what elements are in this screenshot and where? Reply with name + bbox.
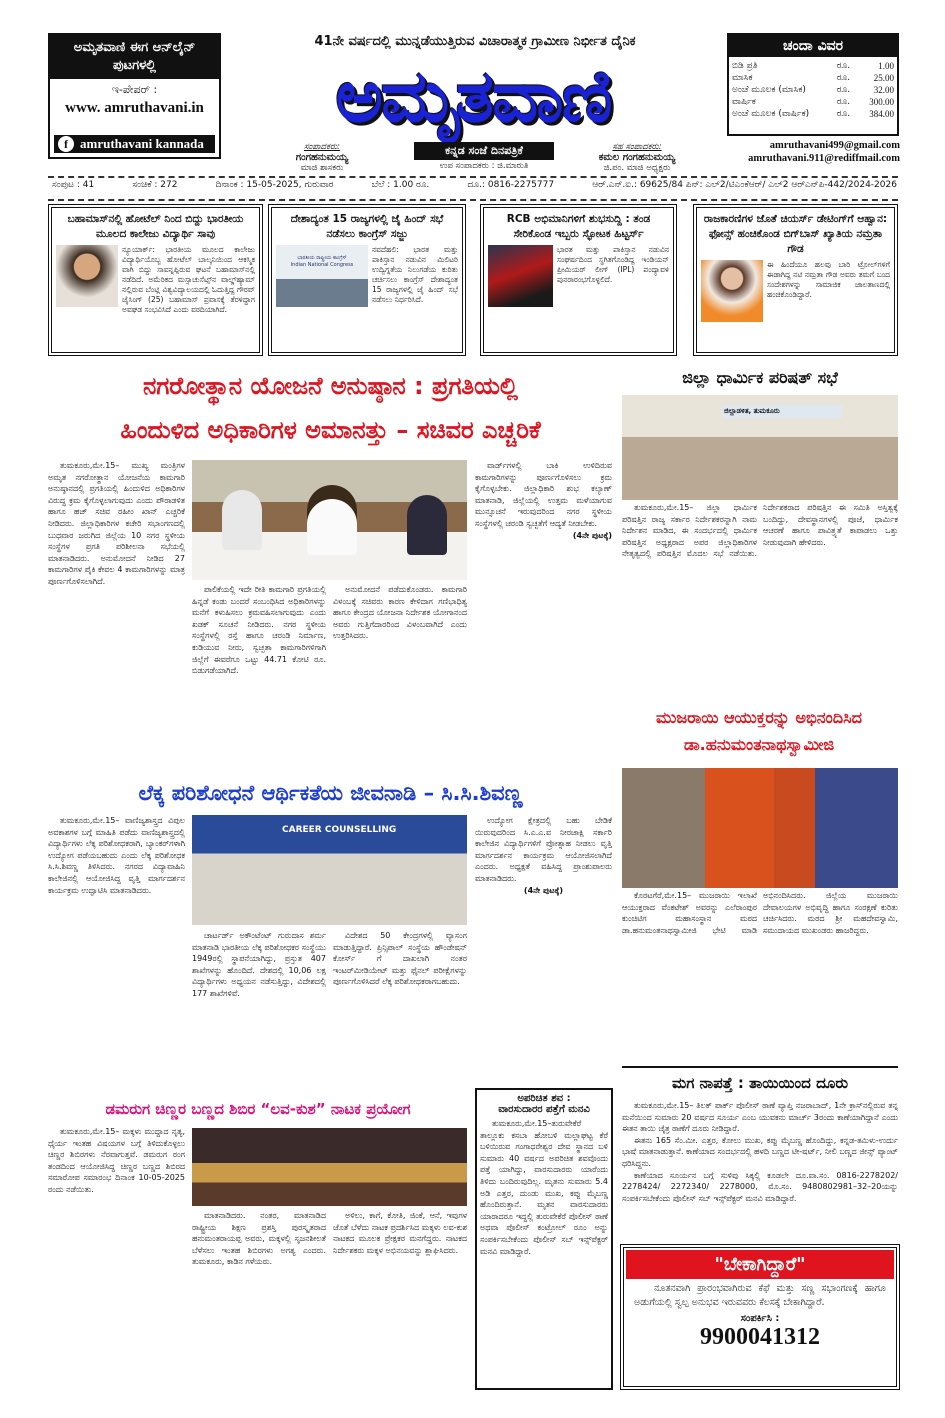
- paragraph: ವಾರ್ಡ್‌ಗಳಲ್ಲಿ ಬಾಕಿ ಉಳಿದಿರುವ ಕಾಮಗಾರಿಗಳನ್ನು ಪೂರ್ಣಗೊಳಿಸಲು ಕ್ರಮ ಕೈಗೊಳ್ಳಬೇಕು. ಜಿಲ್ಲಾಧಿಕಾರಿ ಶುಭ ಕಲ್ಯಾಣ್ ಮಾತನಾಡಿ, ಜಿಲ್ಲೆಯಲ್ಲಿ ಉತ್ತಮ ಮಳೆಯಾಗುವ ಮುನ್ಸೂಚನೆ ಇರುವುದರಿಂದ ನಗರ ಸ್ಥಳೀಯ ಸಂಸ್ಥೆಗಳಲ್ಲಿ ಚರಂಡಿ ಸ್ವಚ್ಛತೆಗೆ ಆದ್ಯತೆ ನೀಡಬೇಕು.: [475, 461, 612, 528]
- info-bar: [52, 180, 897, 191]
- divider: [48, 199, 898, 201]
- headline-line: ಡಾ.ಹನುಮಂತನಾಥಸ್ವಾಮೀಜಿ: [683, 735, 835, 754]
- editor-name: ಗಂಗಹನುಮಯ್ಯ: [295, 152, 349, 163]
- audit-column-3: [333, 930, 467, 1090]
- teaser-2[interactable]: [268, 204, 466, 356]
- teaser-body: ನವದೆಹಲಿ: ಭಾರತ ಮತ್ತು ಪಾಕಿಸ್ತಾನ ನಡುವಿನ ಮಿಲಿಟರಿ ಉದ್ವಿಗ್ನತೆಯ ನಿಲುಗಡೆಯ ಕುರಿತು ಚರ್ಚಿಸಲು ಕಾಂಗ್ರೆಸ್ ದೇಶಾದ್ಯಂತ 15 ರಾಜ್ಯಗಳಲ್ಲಿ ಜೈ ಹಿಂದ್ ಸಭೆ ನಡೆಸಲು ನಿರ್ಧರಿಸಿದೆ.: [372, 245, 458, 304]
- paragraph: ತುಮಕೂರು,ಮೇ.15– ಮುಖ್ಯ ಮಂತ್ರಿಗಳ ಅಮೃತ ನಗರೋತ್ಥಾನ ಯೋಜನೆಯ ಕಾಮಗಾರಿ ಅನುಷ್ಠಾನದಲ್ಲಿ ಪ್ರಗತಿಯಲ್ಲಿ ಹಿಂದುಳಿದ ಅಧಿಕಾರಿಗಳ ವಿರುದ್ಧ ಕ್ರಮ ಕೈಗೊಳ್ಳಲಾಗುವುದು ಎಂದು ಪೌರಾಡಳಿತ ಹಾಗೂ ಹಜ್ ಸಚಿವ ರಹೀಂ ಖಾನ್ ಎಚ್ಚರಿಕೆ ನೀಡಿದರು. ಜಿಲ್ಲಾಧಿಕಾರಿಗಳ ಕಚೇರಿ ಸಭಾಂಗಣದಲ್ಲಿ ಬುಧವಾರ ಜರುಗಿದ ಜಿಲ್ಲೆಯ 10 ನಗರ ಸ್ಥಳೀಯ ಸಂಸ್ಥೆಗಳ ಪ್ರಗತಿ ಪರಿಶೀಲನಾ ಸಭೆಯಲ್ಲಿ ಮಾತನಾಡಿದರು. ಅನುಮೋದನೆ ನೀಡಿದ 27 ಕಾಮಗಾರಿಗಳ ಪೈಕಿ ಕೇವಲ 4 ಕಾಮಗಾರಿಗಳನ್ನು ಮಾತ್ರ ಪೂರ್ಣಗೊಳಿಸಲಾಗಿದೆ.: [48, 461, 185, 586]
- subscription-row: [729, 108, 897, 120]
- dharmika-body: [622, 502, 898, 700]
- editor-note: ಮಾಜಿ ಶಾಸಕರು: [300, 163, 344, 173]
- subscription-title: ಚಂದಾ ವಿವರ: [729, 35, 897, 57]
- audit-photo: [192, 815, 467, 925]
- teaser-body: ಭಾರತ ಮತ್ತು ಪಾಕಿಸ್ತಾನ ನಡುವಿನ ಸಂಘರ್ಷದಿಂದ ಸ್ಥಗಿತಗೊಂಡಿದ್ದ ಇಂಡಿಯನ್ ಪ್ರೀಮಿಯರ್ ಲೀಗ್ (IPL) ಪಂದ್ಯಾವಳಿ ಪುನರಾರಂಭಗೊಳ್ಳಲಿದೆ.: [557, 245, 669, 284]
- audit-headline[interactable]: ಲೆಕ್ಕ ಪರಿಶೋಧನೆ ಆರ್ಥಿಕತೆಯ ಜೀವನಾಡಿ – ಸಿ.ಸಿ.ಶಿವಣ್ಣ: [138, 781, 523, 805]
- paragraph: ಕೊರಟಗೆರೆ,ಮೇ.15– ಮುಜರಾಯಿ ಇಲಾಖೆ ಆಯುಕ್ತರಾದ ವೆಂಕಟೇಶ್ ಅವರನ್ನು ಎಲೆರಾಂಪುರ ಕುಂಚಿಟಿಗ ಮಹಾಸಂಸ್ಥಾನ ಮಠದ ಡಾ.ಹನುಮಂತನಾಥಸ್ವಾಮೀಜಿ ಭೇಟಿ ಮಾಡಿ ಅಭಿನಂದಿಸಿದರು. ಜಿಲ್ಲೆಯ ಮುಜರಾಯಿ ದೇವಾಲಯಗಳ ಅಭಿವೃದ್ಧಿ ಹಾಗೂ ಸಂರಕ್ಷಣೆ ಕುರಿತು ಚರ್ಚಿಸಿದರು. ಮಠದ ಶ್ರೀ ಮಹದೇವಸ್ವಾಮಿ, ಸಮುದಾಯದ ಮುಖಂಡರು ಹಾಜರಿದ್ದರು.: [622, 891, 898, 935]
- job-ad[interactable]: [620, 1244, 900, 1390]
- tagline: 41ನೇ ವರ್ಷದಲ್ಲಿ ಮುನ್ನಡೆಯುತ್ತಿರುವ ವಿಚಾರಾತ್ಮಕ ಗ್ರಾಮೀಣ ನಿರ್ಭೀತ ದೈನಿಕ: [314, 34, 636, 49]
- online-box-title: ಅಮೃತವಾಣಿ ಈಗ ಆನ್‌ಲೈನ್ ಪುಟಗಳಲ್ಲಿ: [50, 35, 219, 79]
- continued-note: (4ನೇ ಪುಟಕ್ಕೆ): [523, 885, 564, 895]
- unidentified-body-box[interactable]: [475, 1088, 613, 1390]
- continued-note: (4ನೇ ಪುಟಕ್ಕೆ): [572, 530, 612, 540]
- paragraph: ಅನುಮೋದನೆ ಪಡೆದುಕೊಂಡರು. ಕಾಮಗಾರಿ ವಿಳಂಬಕ್ಕೆ ಸಚಿವರು ಕಾರಣ ಕೇಳಿದಾಗ ಗಣಿಭಾಧಿತ್ಯ ಹಾಗೂ ಕೇಂದ್ರದ ಯೋಜನಾ ನಿರ್ದೇಶಕ ಯೋಗಾನಂದ ಅವರು ಗುತ್ತಿಗೆದಾರರಿಂದ ವಿಳಂಬವಾಗಿದೆ ಎಂದು ಉತ್ತರಿಸಿದರು.: [333, 585, 467, 641]
- headline-line: ಹಿಂದುಳಿದ ಅಧಿಕಾರಿಗಳ ಅಮಾನತ್ತು – ಸಚಿವರ ಎಚ್ಚರಿಕೆ: [120, 416, 541, 444]
- teaser-photo: [701, 260, 763, 322]
- subscription-box: [727, 33, 899, 136]
- box-subtitle: ವಾರಸುದಾರರ ಪತ್ತೆಗೆ ಮನವಿ: [498, 1104, 590, 1115]
- registration: ಆರ್.ಎನ್.ಐ.: 69625/84 ಪಿನ್: ಎಲ್2/ಟಿಎಂಕೆಆರ್/ ಎಲ್2 ಆರ್‌ಎನ್‌ಪಿ-442/2024-2026: [592, 180, 897, 190]
- sub-currency: ರೂ.: [836, 73, 851, 83]
- sub-currency: ರೂ.: [836, 97, 851, 107]
- paragraph: ಮಾತನಾಡಿದರು. ನಂತರ, ಮಾತನಾಡಿದ ರಾಷ್ಟ್ರೀಯ ಶಿಕ್ಷಣ ಪ್ರಶಸ್ತಿ ಪುರಸ್ಕೃತರಾದ ಹನುಮಂತರಾಯಪ್ಪ ಅವರು, ಮಕ್ಕಳಲ್ಲಿ ಸೃಜನಶೀಲತೆ ಬೆಳೆಸಲು ಇಂತಹ ಶಿಬಿರಗಳು ಅಗತ್ಯ ಎಂದರು. ತುಮಕೂರು, ಕಾಡಿನ ಗಳೆಯರು.: [192, 1211, 326, 1267]
- photo-caption: Indian National Congress: [290, 262, 354, 268]
- paragraph: ತುಮಕೂರು,ಮೇ.15–ತುರುವೇಕೆರೆ ತಾಲ್ಲೂಕು ಕಸಬಾ ಹೋಬಳಿ ಮಲ್ಲಾಘಟ್ಟ ಕೆರೆ ಬಳಿಯಿರುವ ಗಂಗಾಧರೇಶ್ವರ ದೇವ ಸ್ಥಾನದ ಬಳಿ ಸುಮಾರು 40 ವರ್ಷದ ಅಪರಿಚಿತ ಶವವೊಂದು ಪತ್ತೆ ಯಾಗಿದ್ದು, ವಾರಸುದಾರರು ಯಾರೆಂದು ತಿಳಿದು ಬಂದಿರುವುದಿಲ್ಲ. ಮೃತನು ಸುಮಾರು 5.4 ಅಡಿ ಎತ್ತರ, ದುಂಡು ಮುಖ, ಕಪ್ಪು ಮೈಬಣ್ಣ ಹೊಂದಿರುತ್ತಾನೆ. ಮೃತನ ವಾರಸುದಾರರು ಯಾರಾದರೂ ಇದ್ದಲ್ಲಿ ತುರುವೇಕೆರೆ ಪೊಲೀಸ್ ಠಾಣೆ ಅಥವಾ ಪೊಲೀಸ್ ಕಂಟ್ರೋಲ್ ರೂಂ ಅನ್ನು ಸಂಪರ್ಕಿಸಬೇಕೆಂದು ಪೊಲೀಸ್ ಸಬ್ ಇನ್ಸ್‌ಪೆಕ್ಟರ್ ಮನವಿ ಮಾಡಿದ್ದಾರೆ.: [480, 1119, 608, 1256]
- sub-price: 384.00: [869, 109, 894, 119]
- mujarai-headline[interactable]: [618, 704, 900, 758]
- paragraph: ಪಾಲಿಕೆಯಲ್ಲಿ ಇದೇ ರೀತಿ ಕಾಮಗಾರಿ ಪ್ರಗತಿಯಲ್ಲಿ ಹಿನ್ನಡೆ ಕಂಡು ಬಂದರೆ ಸಂಬಂಧಿಸಿದ ಅಧಿಕಾರಿಗಳನ್ನು ಮನೆಗೆ ಕಳುಹಿಸಲು ಕ್ರಮವಹಿಸಲಾಗುವುದು ಎಂದು ಖಡಕ್ ಸೂಚನೆ ನೀಡಿದರು. ನಗರ ಸ್ಥಳೀಯ ಸಂಸ್ಥೆಗಳಲ್ಲಿ ರಸ್ತೆ ಹಾಗೂ ಚರಂಡಿ ನಿರ್ಮಾಣ, ಕುಡಿಯುವ ನೀರು, ಸ್ವಚ್ಛತಾ ಕಾಮಗಾರಿಗಳಿಗಾಗಿ ಜಿಲ್ಲೆಗೆ ಈವರೆಗೂ ಒಟ್ಟು 44.71 ಕೋಟಿ ರೂ. ಬಿಡುಗಡೆಯಾಗಿದೆ.: [192, 585, 326, 676]
- paragraph: ವಿದೇಶದ 50 ಕೇಂದ್ರಗಳಲ್ಲಿ ವ್ಯಾಸಂಗ ಮಾಡುತ್ತಿದ್ದಾರೆ. ಪ್ರಿನ್ಸಿಪಾಲ್ ಸಂಸ್ಥೆಯ ಹೌಂಡೇಷನ್ ಕೋರ್ಸ್ ಗೆ ದಾಖಲಾಗಿ ನಂತರ ಇಂಟರ್‌ಮೀಡಿಯೇಟ್ ಮತ್ತು ಫೈನಲ್ ಪರೀಕ್ಷೆಗಳನ್ನು ಪೂರ್ಣಗೊಳಿಸಿದರೆ ಲೆಕ್ಕ ಪರಿಶೋಧಕರಾಗಬಹುದು.: [333, 931, 467, 987]
- subscription-row: [729, 96, 897, 108]
- paragraph: ತುಮಕೂರು,ಮೇ.15– ತಿಲಕ್ ಪಾರ್ಕ್ ಪೊಲೀಸ್ ಠಾಣೆ ವ್ಯಾಪ್ತಿ ನಜರಾಬಾದ್, 1ನೇ ಕ್ರಾಸ್‌ನಲ್ಲಿರುವ ತನ್ನ ಮನೆಯಿಂದ ಸುಮಾರು 20 ವರ್ಷದ ಸೂರ್ಯ ಎಂಬ ಯುವಕನು ಮಾರ್ಚ್ 3ರಂದು ಕಾಣೆಯಾಗಿದ್ದಾನೆ ಎಂದು ಈತನ ತಾಯಿ ಚೈತ್ರ ಠಾಣೆಗೆ ದೂರು ನೀಡಿದ್ದಾರೆ.: [622, 1101, 898, 1134]
- subscription-row: [729, 72, 897, 84]
- sub-currency: ರೂ.: [836, 61, 851, 71]
- sub-price: 300.00: [869, 97, 894, 107]
- ad-title: "ಬೇಕಾಗಿದ್ದಾರೆ": [626, 1250, 894, 1279]
- mujarai-photo: [622, 768, 898, 888]
- teaser-title: RCB ಅಭಿಮಾನಿಗಳಿಗೆ ಶುಭಸುದ್ದಿ : ತಂಡ ಸೇರಿಕೊಂಡ ಇಬ್ಬರು ಸ್ಫೋಟಕ ಹಿಟ್ಟರ್ಸ್: [506, 213, 651, 240]
- epaper-label: ಇ-ಪೇಪರ್ :: [111, 83, 158, 96]
- teaser-photo: [488, 245, 553, 307]
- subtitle-badge: ಕನ್ನಡ ಸಂಜೆ ದಿನಪತ್ರಿಕೆ: [414, 142, 554, 160]
- mujarai-body: [622, 890, 898, 1060]
- teaser-4[interactable]: [693, 204, 898, 356]
- damaruga-column-3: [333, 1210, 467, 1388]
- sub-price: 25.00: [873, 73, 894, 83]
- ad-phone[interactable]: 9900041312: [700, 1324, 820, 1350]
- audit-column-4: [475, 815, 612, 1085]
- volume: ಸಂಪುಟ : 41: [52, 180, 95, 190]
- paragraph: ಉದ್ಯೋಗ ಕ್ಷೇತ್ರದಲ್ಲಿ ಬಹು ಬೇಡಿಕೆ ಯಿರುವುದರಿಂದ ಸಿ.ಎ.ಎ.ವ ನೀರಜಾಕ್ಷಿ ಸರ್ಕಾರಿ ಕಾಲೇಜಿನ ವಿದ್ಯಾರ್ಥಿಗಳಿಗೆ ಪ್ರೋತ್ಸಾಹ ನೀಡಲು ವೃತ್ತಿ ಮಾರ್ಗದರ್ಶನ ಕಾರ್ಯಕ್ರಮ ಆಯೋಜಿಸಲಾಗಿದೆ ಎಂದರು. ಅಧ್ಯಕ್ಷತೆ ವಹಿಸಿದ್ದ ಪ್ರಾಂಶುಪಾಲರು ಮಾತನಾಡಿದರು.: [475, 816, 612, 883]
- damaruga-column-2: [192, 1210, 326, 1388]
- ad-body: ನೂತನವಾಗಿ ಪ್ರಾರಂಭವಾಗಿರುವ ಕೆಫೆ ಮತ್ತು ಸಣ್ಣ ಸಭಾಂಗಣಕ್ಕೆ ಹಾಗೂ ಅಡುಗೆಯಲ್ಲಿ ಸ್ವಲ್ಪ ಅನುಭವ ಇರುವವರು ಕೆಲಸಕ್ಕೆ ಬೇಕಾಗಿದ್ದಾರೆ.: [634, 1283, 886, 1308]
- teaser-body: ಈ ಹಿಂದೆಯೂ ಹಲವು ಬಾರಿ ಟ್ರೋಲ್‌ಗಳಿಗೆ ಈಡಾಗಿದ್ದ ನಟಿ ನಮ್ರತಾ ಗೌಡ ಅವರು ತಮಗೆ ಬಂದ ಸಂದೇಶಗಳನ್ನು ಸಾಮಾಜಿಕ ಜಾಲತಾಣದಲ್ಲಿ ಹಂಚಿಕೊಂಡಿದ್ದಾರೆ.: [767, 260, 890, 299]
- co-editor-note: ಜಿ.ಪಂ. ಮಾಜಿ ಅಧ್ಯಕ್ಷರು: [603, 163, 671, 173]
- photo-caption: ಭಾರತೀಯ ರಾಷ್ಟ್ರೀಯ ಕಾಂಗ್ರೆಸ್: [297, 255, 347, 261]
- teaser-body: ನ್ಯೂಯಾರ್ಕ್: ಭಾರತೀಯ ಮೂಲದ ಕಾಲೇಜು ವಿದ್ಯಾರ್ಥಿಯೊಬ್ಬ ಹೋಟೆಲ್ ಬಾಲ್ಕನಿಯಿಂದ ಆಕಸ್ಮಿಕ ವಾಗಿ ಬಿದ್ದು ಸಾವನ್ನಪ್ಪಿರುವ ಘಟನೆ ಬಹಾಮಾಸ್‌ನಲ್ಲಿ ನಡೆದಿದೆ. ಅಮೆರಿಕದ ಮಸ್ಸಾಚುಸೆಟ್ಸ್‌ನ ವಾಲ್ಡ್‌ಹ್ಯಾಮ್ ನಲ್ಲಿರುವ ಬೆಂಟ್ಲಿ ವಿಶ್ವವಿದ್ಯಾಲಯದಲ್ಲಿ ಓದುತ್ತಿದ್ದ ಗೌರವ್ ಜೈಸಿಂಗ್ (25) ಬಹಾಮಾಸ್ ಪ್ರವಾಸಕ್ಕೆ ತೆರಳಿದ್ದಾಗ ಅವಘಡ ಸಂಭವಿಸಿದೆ ಎಂದು ವರದಿಯಾಗಿದೆ.: [122, 245, 255, 314]
- missing-body: [622, 1100, 898, 1242]
- newspaper-logo: ಅಮೃತವಾಣಿ: [335, 54, 611, 138]
- person: [222, 490, 262, 550]
- missing-headline[interactable]: ಮಗ ನಾಪತ್ತೆ : ತಾಯಿಯಿಂದ ದೂರು: [622, 1066, 898, 1095]
- subscription-row: [729, 60, 897, 72]
- sub-currency: ರೂ.: [836, 109, 851, 119]
- teaser-3[interactable]: [480, 204, 677, 356]
- paragraph: ತುಮಕೂರು,ಮೇ.15– ವಾಣಿಜ್ಯಶಾಸ್ತ್ರದ ವಿಪುಲ ಅವಕಾಶಗಳ ಬಗ್ಗೆ ಮಾಹಿತಿ ಪಡೆದು ವಾಣಿಜ್ಯಶಾಸ್ತ್ರದಲ್ಲಿ ವಿದ್ಯಾರ್ಥಿಗಳು ಲೆಕ್ಕ ಪರಿಶೋಧಕರಾಗಿ, ಬ್ಯಾಂಕರ್‌ಗಳಾಗಿ ಉದ್ಯೋಗ ಪಡೆಯಬಹುದು ಎಂದು ಲೆಕ್ಕ ಪರಿಶೋಧಕ ಸಿ.ಸಿ.ಶಿವಣ್ಣ ತಿಳಿಸಿದರು. ನಗರದ ವಿದ್ಯಾವಾಹಿನಿ ಕಾಲೇಜಿನಲ್ಲಿ ಆಯೋಜಿಸಿದ್ದ ವೃತ್ತಿ ಮಾರ್ಗದರ್ಶನ ಕಾರ್ಯಕ್ರಮ ಉದ್ಘಾಟಿಸಿ ಮಾತನಾಡಿದರು.: [48, 816, 185, 895]
- email-2[interactable]: amruthavani.911@rediffmail.com: [748, 153, 900, 164]
- damaruga-headline[interactable]: ಡಮರುಗ ಚಿಣ್ಣರ ಬಣ್ಣದ ಶಿಬಿರ “ಲವ-ಕುಶ” ನಾಟಕ ಪ್ರಯೋಗ: [105, 1100, 411, 1118]
- paragraph: ಚಾರ್ಟರ್ಡ್ ಅಕೌಂಟೆಂಟ್ ಗುರುದಾಸ ಶರ್ಮ ಮಾತನಾಡಿ ಭಾರತೀಯ ಲೆಕ್ಕ ಪರಿಶೋಧಕರ ಸಂಸ್ಥೆಯು 1949ರಲ್ಲಿ ಸ್ಥಾಪನೆಯಾಗಿದ್ದು, ಪ್ರಸ್ತುತ 407 ಶಾಖೆಗಳನ್ನು ಹೊಂದಿದೆ. ದೇಶದಲ್ಲಿ 10,06 ಲಕ್ಷ ವಿದ್ಯಾರ್ಥಿಗಳು ಅಧ್ಯಯನ ನಡೆಸುತ್ತಿದ್ದು, ವಿದೇಶದಲ್ಲಿ 177 ಶಾಖೆಗಳಿವೆ.: [192, 931, 326, 998]
- subscription-table: [729, 60, 897, 120]
- phone: ದೂ.: 0816-2275777: [467, 180, 555, 190]
- teaser-title: ರಾಜಕಾರಣಿಗಳ ಜೊತೆ ಚಿಯರ್ಸ್ ಡೇಟಿಂಗ್‌ಗೆ ಆಹ್ವಾನ: ಫೋನ್ಸ್ ಹಂಚಿಕೊಂಡ ಬಿಗ್‌ಬಾಸ್ ಖ್ಯಾತಿಯ ನಮ್ರತಾ ಗೌಡ: [703, 213, 888, 255]
- teaser-title: ಬಹಾಮಾಸ್‌ನಲ್ಲಿ ಹೋಟೆಲ್ ನಿಂದ ಬಿದ್ದು ಭಾರತೀಯ ಮೂಲದ ಕಾಲೇಜು ವಿದ್ಯಾರ್ಥಿ ಸಾವು: [67, 213, 244, 240]
- paragraph: ಕಾಣೆಯಾದ ಸೂರ್ಯನ ಬಗ್ಗೆ ಸುಳಿವು ಸಿಕ್ಕಲ್ಲಿ ಕೂಡಲೇ ದೂ.ವಾ.ಸಂ. 0816-2278202/ 2278424/ 2272340/ 2278000, ಮೊ.ಸಂ. 9480802981–32–20ಯನ್ನು ಸಂಪರ್ಕಿಸಬೇಕೆಂದು ಪೊಲೀಸ್ ಸಬ್ ಇನ್ಸ್‌ಪೆಕ್ಟರ್ ಮನವಿ ಮಾಡಿದ್ದಾರೆ.: [622, 1170, 898, 1203]
- dharmika-headline[interactable]: ಜಿಲ್ಲಾ ಧಾರ್ಮಿಕ ಪರಿಷತ್ ಸಭೆ: [682, 368, 838, 387]
- editor-label: ಸಂಪಾದಕರು:: [303, 142, 341, 152]
- dharmika-photo: [622, 395, 898, 500]
- damaruga-column-1: [48, 1126, 185, 1388]
- sub-price: 1.00: [878, 61, 894, 71]
- divider: [48, 176, 898, 178]
- lead-column-3: [333, 584, 467, 770]
- sub-label: ಬಿಡಿ ಪ್ರತಿ: [732, 61, 758, 71]
- photo-banner: CAREER COUNSELLING: [282, 825, 397, 835]
- facebook-icon: f: [58, 136, 74, 152]
- sub-label: ಅಂಚೆ ಮೂಲಕ (ಮಾಸಿಕ): [732, 85, 806, 95]
- website-link[interactable]: www. amruthavani.in: [65, 100, 204, 116]
- paragraph: ತುಮಕೂರು,ಮೇ.15– ಜಿಲ್ಲಾ ಧಾರ್ಮಿಕ ಪರಿಷತ್ತಿನ ರಾಜ್ಯ ಸರ್ಕಾರ ನಿರ್ದೇಶಕರನ್ನಾಗಿ ನಾಮ ನಿರ್ದೇಶನ ಮಾಡಿದ, ಈ ಸಂದರ್ಭದಲ್ಲಿ ಧಾರ್ಮಿಕ ಪರಿಷತ್ತಿನ ಅಧ್ಯಕ್ಷರಾದ ಅಪರ ಜಿಲ್ಲಾಧಿಕಾರಿಗಳ ನೇತೃತ್ವದಲ್ಲಿ ಪರಿಷತ್ತಿನ ಮೊದಲ ಸಭೆ ನಡೆಯಿತು. ನಿರ್ದೇಶಕರಾದ ಪರಿಷತ್ತಿನ ಈ ಸಮಿತಿ ಅಸ್ತಿತ್ವಕ್ಕೆ ಬಂದಿದ್ದು, ದೇವಸ್ಥಾನಗಳಲ್ಲಿ ಪೂಜೆ, ಧಾರ್ಮಿಕ ಆಚರಣೆ ಹಾಗೂ ಪಾವಿತ್ರ್ಯತೆ ಕಾಪಾಡಲು ಒತ್ತು ನೀಡುವುದಾಗಿ ಹೇಳಿದರು.: [622, 503, 898, 559]
- person: [307, 485, 357, 555]
- teaser-title: ದೇಶಾದ್ಯಂತ 15 ರಾಜ್ಯಗಳಲ್ಲಿ ಜೈ ಹಿಂದ್ ಸಭೆ ನಡೆಸಲು ಕಾಂಗ್ರೆಸ್ ಸಜ್ಜು: [290, 213, 444, 240]
- audit-column-1: [48, 815, 185, 1090]
- date: ದಿನಾಂಕ : 15-05-2025, ಗುರುವಾರ: [215, 180, 334, 190]
- person: [407, 495, 447, 555]
- paragraph: ಅಳಿಲು, ಕಾಗೆ, ಕೋತಿ, ಜಿಂಕೆ, ಆನೆ, ಇವುಗಳ ಜೊತೆ ಬೆಳೆದು ನಾಟಕ ಪ್ರದರ್ಶಿಸಿದ ಮಕ್ಕಳು ಲವ-ಕುಶ ನಾಟಕದ ಮೂಲಕ ಪ್ರೇಕ್ಷಕರ ಮನಗೆದ್ದರು. ನಾಟಕದ ನಿರ್ದೇಶಕರು ಮಕ್ಕಳ ಅಭಿನಯವನ್ನು ಶ್ಲಾಘಿಸಿದರು.: [333, 1211, 467, 1255]
- lead-headline[interactable]: [48, 364, 613, 452]
- email-1[interactable]: amruthavani499@gmail.com: [769, 140, 900, 151]
- sub-currency: ರೂ.: [836, 85, 851, 95]
- facebook-handle: amruthavani kannada: [80, 136, 204, 151]
- headline-line: ಮುಜರಾಯಿ ಆಯುಕ್ತರನ್ನು ಅಭಿನಂದಿಸಿದ: [656, 708, 862, 727]
- issue: ಸಂಚಿಕೆ : 272: [132, 180, 178, 190]
- teaser-1[interactable]: [48, 204, 263, 356]
- sub-label: ಅಂಚೆ ಮೂಲಕ (ವಾರ್ಷಿಕ): [732, 109, 810, 119]
- facebook-link[interactable]: [54, 135, 215, 153]
- co-editor-name: ಕಮಲ ಗಂಗಹನುಮಯ್ಯ: [598, 152, 676, 163]
- headline-line: ನಗರೋತ್ಥಾನ ಯೋಜನೆ ಅನುಷ್ಠಾನ : ಪ್ರಗತಿಯಲ್ಲಿ: [142, 372, 519, 400]
- paragraph: ತುಮಕೂರು,ಮೇ.15– ಮಕ್ಕಳು ಮುದ್ದಾದ ನೃತ್ಯ, ಧೈರ್ಯ ಇಂತಹ ವಿಷಯಗಳ ಬಗ್ಗೆ ತಿಳಿದುಕೊಳ್ಳಲು ಚಿಣ್ಣರ ಶಿಬಿರಗಳು ನೆರವಾಗುತ್ತವೆ. ಡಮರುಗ ರಂಗ ತಂಡದಿಂದ ಆಯೋಜಿಸಿದ್ದ ಚಿಣ್ಣರ ಬಣ್ಣದ ಶಿಬಿರದ ಸಮಾರೋಪ ಸಮಾರಂಭ ದಿನಾಂಕ 10-05-2025 ರಂದು ನಡೆಯಿತು.: [48, 1127, 185, 1194]
- audit-column-2: [192, 930, 326, 1090]
- sub-label: ವಾರ್ಷಿಕ: [732, 97, 756, 107]
- subscription-row: [729, 84, 897, 96]
- lead-column-2: [192, 584, 326, 770]
- damaruga-photo: [192, 1128, 467, 1206]
- co-editor-label: ಸಹ ಸಂಪಾದಕರು:: [612, 142, 662, 152]
- co-editor-credit: [558, 142, 716, 173]
- box-title: ಅಪರಿಚಿತ ಶವ :: [517, 1093, 571, 1104]
- editor-credit: [236, 142, 408, 173]
- online-pages-box: [48, 33, 221, 159]
- price: ಬೆಲೆ : 1.00 ರೂ.: [371, 180, 430, 190]
- sub-price: 32.00: [873, 85, 894, 95]
- sub-label: ಮಾಸಿಕ: [732, 73, 753, 83]
- paragraph: ಈತನು 165 ಸೆಂ.ಮೀ. ಎತ್ತರ, ಕೋಲು ಮುಖ, ಕಪ್ಪು ಮೈಬಣ್ಣ ಹೊಂದಿದ್ದು, ಕನ್ನಡ-ತಮಿಳು-ಉರ್ದು ಭಾಷೆ ಮಾತನಾಡುತ್ತಾನೆ. ಕಾಣೆಯಾದ ಸಂದರ್ಭದಲ್ಲಿ ಹಳದಿ ಬಣ್ಣದ ಟೀ-ಷರ್ಟ್, ನೀಲಿ ಬಣ್ಣದ ಜೀನ್ಸ್ ಪ್ಯಾಂಟ್ ಧರಿಸಿದ್ದನು.: [622, 1135, 898, 1168]
- lead-column-4: [475, 460, 612, 770]
- lead-photo-meeting: [192, 460, 467, 580]
- teaser-photo: [56, 245, 118, 307]
- lead-column-1: [48, 460, 185, 770]
- ad-contact-label: ಸಂಪರ್ಕಿಸಿ :: [740, 1313, 780, 1324]
- emails: [720, 139, 900, 165]
- teaser-photo: [276, 245, 368, 307]
- photo-sign: ಜಿಲ್ಲಾಡಳಿತ, ತುಮಕೂರು: [722, 405, 842, 418]
- assoc-editor: ಉಪ ಸಂಪಾದಕರು : ಜಿ.ಮಾರುತಿ: [439, 161, 529, 171]
